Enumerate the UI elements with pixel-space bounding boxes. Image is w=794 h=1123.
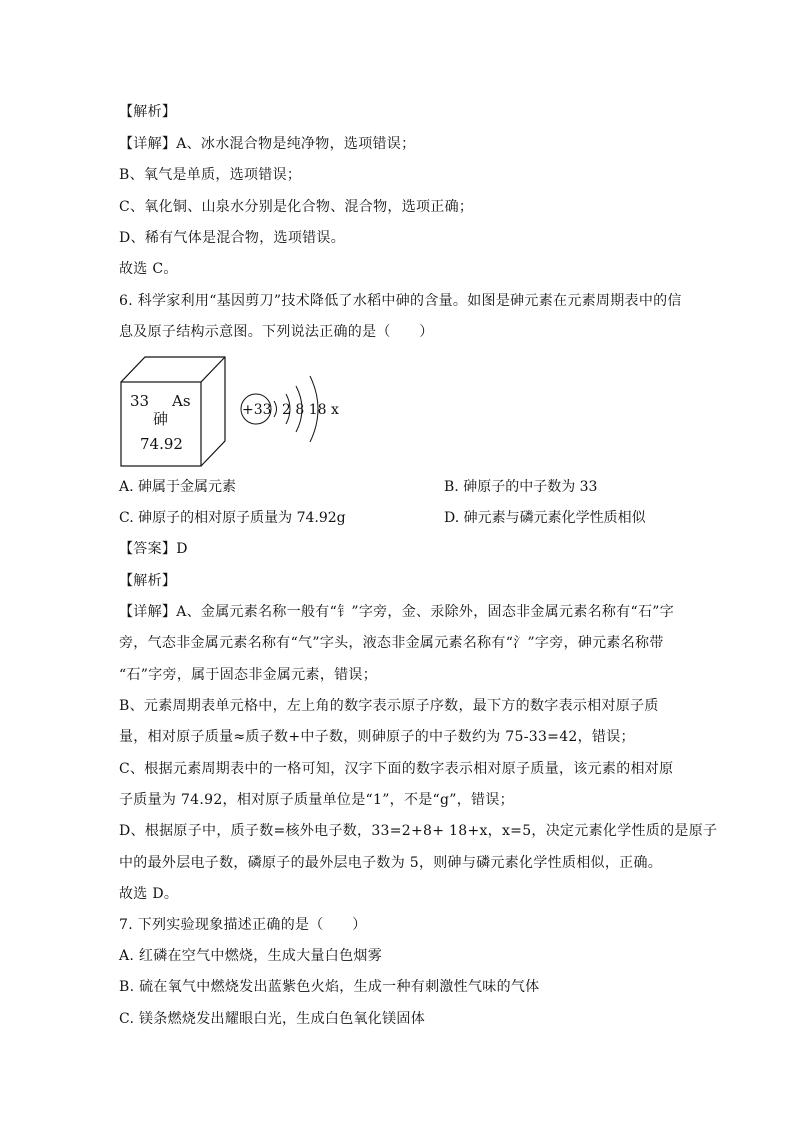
q6-option-d: D. 砷元素与磷元素化学性质相似 bbox=[444, 510, 646, 526]
atomic-mass: 74.92 bbox=[140, 435, 183, 453]
q6-option-b: B. 砷原子的中子数为 33 bbox=[444, 479, 598, 495]
prev-analysis-heading: 【解析】 bbox=[119, 104, 177, 120]
q6-conclusion: 故选 D。 bbox=[119, 886, 179, 902]
q6-option-c: C. 砷原子的相对原子质量为 74.92g bbox=[119, 510, 346, 526]
prev-detail-b: B、氧气是单质，选项错误； bbox=[119, 167, 302, 183]
q6-analysis-heading: 【解析】 bbox=[119, 573, 177, 589]
q6-detail-line5: 量，相对原子质量≈质子数+中子数，则砷原子的中子数约为 75-33=42，错误； bbox=[119, 729, 635, 745]
q6-detail-line3: “石”字旁，属于固态非金属元素，错误； bbox=[119, 667, 378, 683]
prev-detail-a: 【详解】A、冰水混合物是纯净物，选项错误； bbox=[119, 136, 416, 152]
arsenic-figure bbox=[118, 354, 348, 470]
q7-stem: 7. 下列实验现象描述正确的是（ ） bbox=[119, 917, 367, 933]
q6-detail-line7: 子质量为 74.92，相对原子质量单位是“1”，不是“g”，错误； bbox=[119, 792, 514, 808]
q6-detail-line6: C、根据元素周期表中的一格可知，汉字下面的数字表示相对原子质量，该元素的相对原 bbox=[119, 761, 674, 777]
q7-option-c: C. 镁条燃烧发出耀眼白光，生成白色氧化镁固体 bbox=[119, 1011, 426, 1027]
prev-detail-c: C、氧化铜、山泉水分别是化合物、混合物，选项正确； bbox=[119, 199, 474, 215]
q6-detail-line2: 旁，气态非金属元素名称有“气”字头，液态非金属元素名称有“氵”字旁，砷元素名称带 bbox=[119, 635, 664, 651]
q6-option-a: A. 砷属于金属元素 bbox=[119, 479, 237, 495]
q6-detail-line8: D、根据原子中，质子数=核外电子数，33=2+8+ 18+x，x=5，决定元素化学性质的是原子 bbox=[119, 823, 718, 839]
element-symbol: As bbox=[172, 392, 191, 410]
q7-option-b: B. 硫在氧气中燃烧发出蓝紫色火焰，生成一种有刺激性气味的气体 bbox=[119, 979, 540, 995]
q6-detail-line1: 【详解】A、金属元素名称一般有“钅”字旁，金、汞除外，固态非金属元素名称有“石”字 bbox=[119, 604, 675, 620]
nucleus-charge: +33 bbox=[242, 402, 272, 418]
q6-answer: 【答案】D bbox=[119, 541, 188, 557]
q6-stem-line2: 息及原子结构示意图。下列说法正确的是（ ） bbox=[119, 324, 434, 340]
q6-detail-line9: 中的最外层电子数，磷原子的最外层电子数为 5，则砷与磷元素化学性质相似，正确。 bbox=[119, 855, 663, 871]
prev-detail-d: D、稀有气体是混合物，选项错误。 bbox=[119, 230, 346, 246]
element-name: 砷 bbox=[153, 410, 169, 428]
q6-detail-line4: B、元素周期表单元格中，左上角的数字表示原子序数，最下方的数字表示相对原子质 bbox=[119, 698, 659, 714]
prev-conclusion: 故选 C。 bbox=[119, 261, 178, 277]
electron-shells: 2 8 18 x bbox=[282, 402, 339, 418]
q6-stem-line1: 6. 科学家利用“基因剪刀”技术降低了水稻中砷的含量。如图是砷元素在元素周期表中的信 bbox=[119, 293, 682, 309]
q7-option-a: A. 红磷在空气中燃烧，生成大量白色烟雾 bbox=[119, 948, 383, 964]
atomic-number: 33 bbox=[130, 392, 150, 410]
